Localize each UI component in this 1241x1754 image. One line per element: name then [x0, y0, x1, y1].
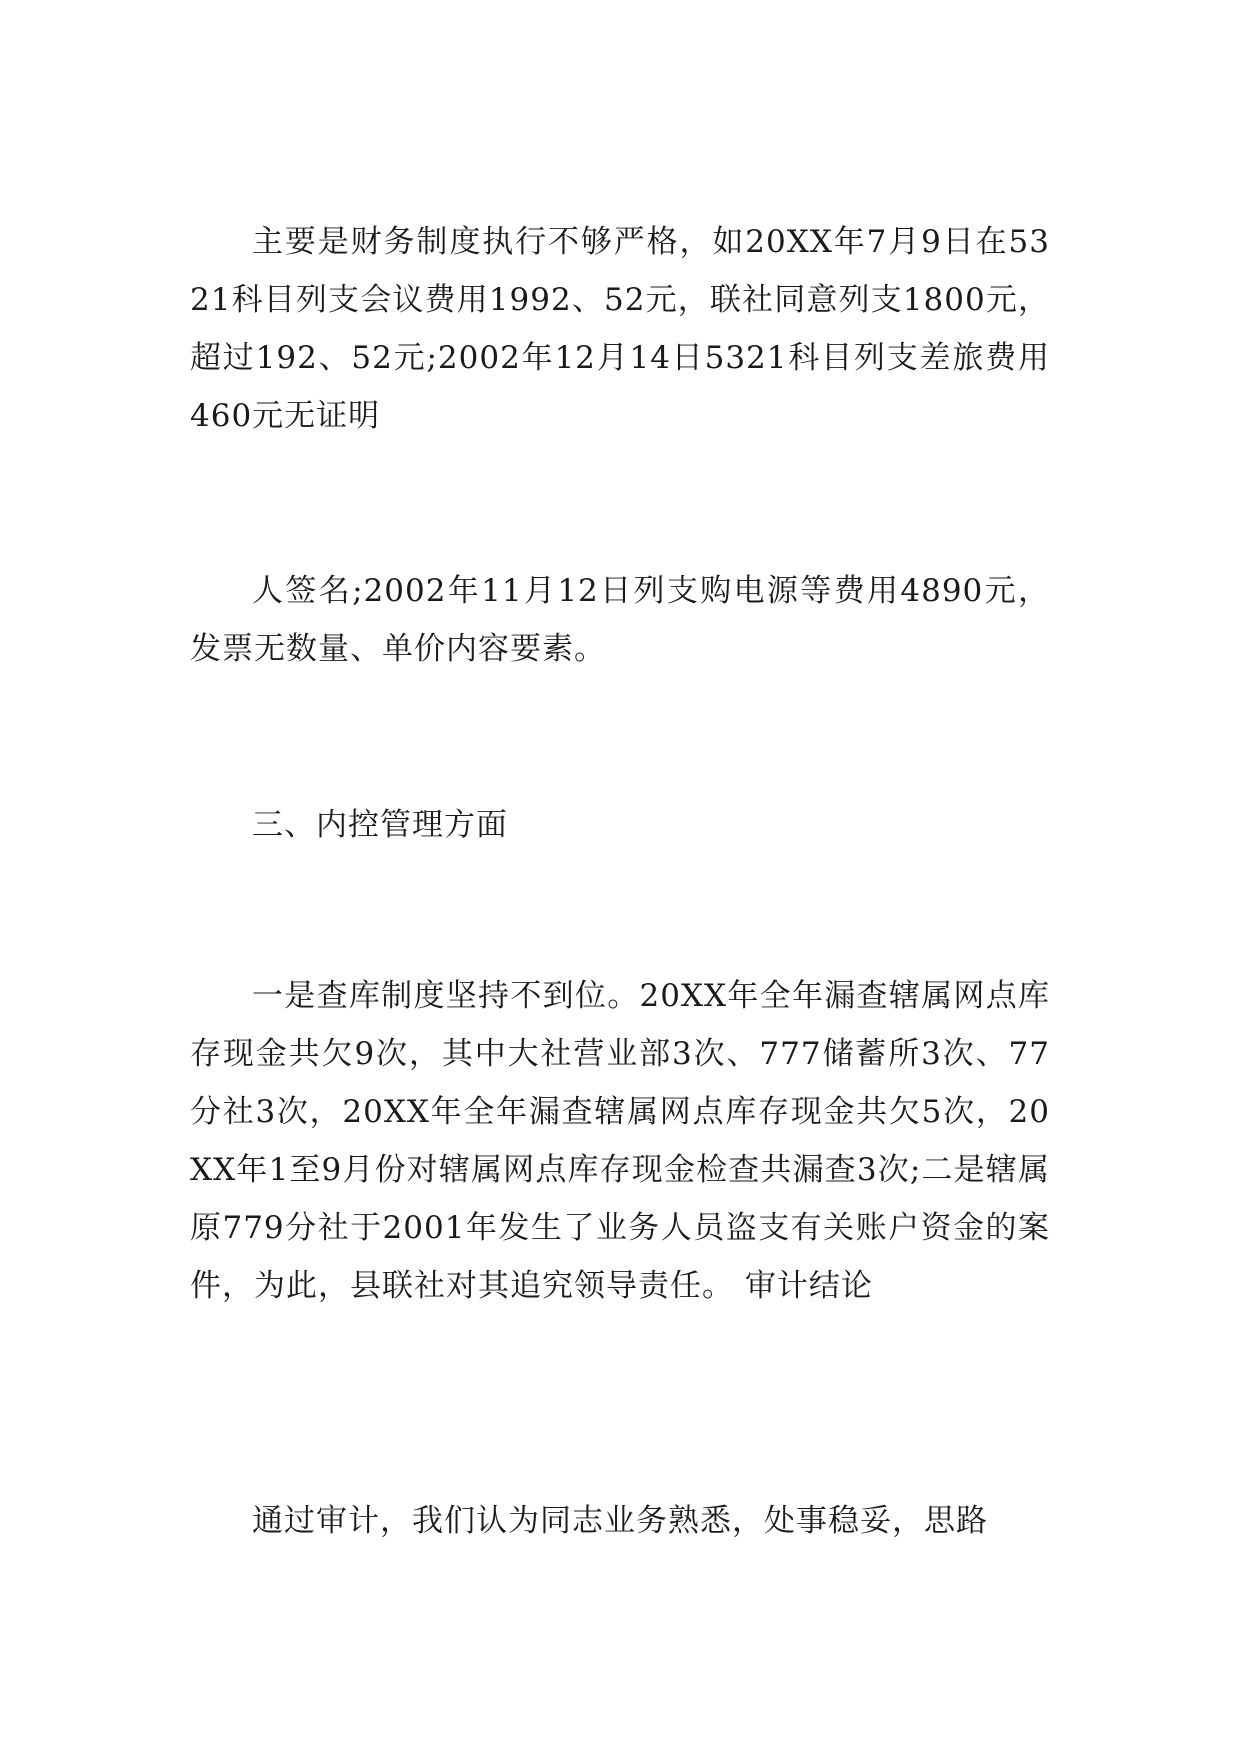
paragraph-audit-conclusion: 通过审计，我们认为同志业务熟悉，处事稳妥，思路: [252, 1503, 988, 1539]
paragraph-signature-expense: 人签名;2002年11月12日列支购电源等费用4890元，发票无数量、单价内容要素。: [190, 573, 1050, 667]
paragraph-vault-inspection: 一是查库制度坚持不到位。20XX年全年漏查辖属网点库存现金共欠9次，其中大社营业部3次、777储蓄所3次、77分社3次，20XX年全年漏查辖属网点库存现金共欠5次，20XX年1至9月份对辖属网点库存现金检查共漏查3次;二是辖属原779分社于2001年发生了业务人员盗支有关账户资金的案件，为此，县联社对其追究领导责任。 审计结论: [190, 978, 1050, 1304]
paragraph-financial-system: 主要是财务制度执行不够严格，如20XX年7月9日在5321科目列支会议费用1992、52元，联社同意列支1800元，超过192、52元;2002年12月14日5321科目列支差旅费用460元无证明: [190, 224, 1050, 434]
section-heading-internal-control: 三、内控管理方面: [252, 807, 508, 843]
